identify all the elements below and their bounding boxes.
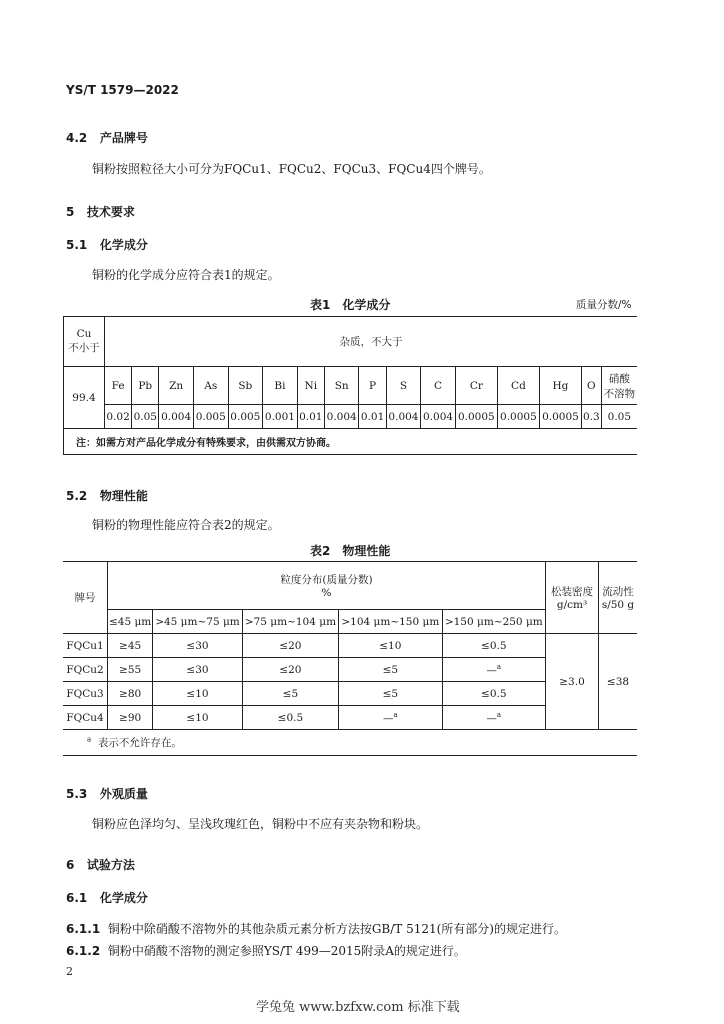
dist-value: ≤20 — [242, 634, 338, 658]
cu-header-cell — [64, 317, 105, 367]
section-title: 外观质量 — [99, 787, 148, 801]
section-5-3-heading — [66, 785, 148, 802]
dist-value-not-allowed — [442, 658, 545, 682]
element-header: P — [359, 367, 386, 405]
grade-cell: FQCu3 — [63, 682, 108, 706]
dist-value: ≥55 — [108, 658, 153, 682]
section-title: 试验方法 — [86, 858, 135, 872]
dist-value: ≤10 — [153, 706, 242, 730]
insoluble-label-2: 不溶物 — [603, 387, 636, 400]
section-6-heading — [66, 856, 135, 873]
section-5-1-heading — [66, 236, 148, 253]
impurity-value: 0.05 — [132, 405, 159, 429]
table1-note: 注：如需方对产品化学成分有特殊要求，由供需双方协商。 — [64, 429, 638, 455]
impurity-value: 0.0005 — [455, 405, 497, 429]
size-distribution-label: 粒度分布(质量分数) — [280, 574, 373, 586]
section-title: 技术要求 — [86, 205, 135, 219]
impurity-value: 0.05 — [601, 405, 637, 429]
table2-note — [63, 730, 637, 756]
flowability-value: ≤38 — [599, 634, 638, 730]
table2-caption: 表2 物理性能 — [310, 544, 391, 558]
chemical-composition-table — [63, 316, 637, 455]
dist-value: ≤30 — [153, 658, 242, 682]
impurity-value: 0.3 — [581, 405, 601, 429]
dist-value: ≥80 — [108, 682, 153, 706]
grade-cell: FQCu2 — [63, 658, 108, 682]
element-header: C — [421, 367, 456, 405]
size-distribution-header — [108, 562, 546, 610]
element-header: Sn — [324, 367, 359, 405]
dist-value: ≤0.5 — [242, 706, 338, 730]
element-header: O — [581, 367, 601, 405]
size-range-header: >104 μm~150 μm — [339, 610, 442, 634]
size-range-header: >150 μm~250 μm — [442, 610, 545, 634]
insoluble-label-1: 硝酸 — [608, 372, 630, 385]
physical-properties-table — [63, 561, 637, 756]
dist-value: ≤30 — [153, 634, 242, 658]
apparent-density-label: 松装密度 — [551, 586, 593, 598]
impurity-value: 0.01 — [297, 405, 324, 429]
section-title: 产品牌号 — [99, 131, 148, 145]
impurity-value: 0.005 — [193, 405, 228, 429]
cu-label: Cu — [76, 328, 92, 340]
flowability-label: 流动性 — [602, 586, 634, 598]
element-header: Hg — [539, 367, 581, 405]
dist-value: ≤5 — [339, 682, 442, 706]
impurity-value: 0.01 — [359, 405, 386, 429]
flowability-header — [599, 562, 638, 634]
dist-value: ≤10 — [153, 682, 242, 706]
section-number: 6.1 — [66, 891, 88, 905]
section-number: 5.1 — [66, 238, 88, 252]
element-header: Fe — [105, 367, 132, 405]
section-number: 4.2 — [66, 131, 88, 145]
element-header: S — [386, 367, 421, 405]
element-header: Cr — [455, 367, 497, 405]
impurity-value: 0.004 — [324, 405, 359, 429]
section-title: 化学成分 — [99, 238, 148, 252]
impurity-value: 0.0005 — [539, 405, 581, 429]
clause-6-1-2 — [66, 942, 466, 959]
section-number: 5.3 — [66, 787, 88, 801]
apparent-density-unit: g/cm³ — [556, 599, 588, 611]
element-header: Sb — [228, 367, 263, 405]
section-4-2-text: 铜粉按照粒径大小可分为FQCu1、FQCu2、FQCu3、FQCu4四个牌号。 — [92, 162, 491, 176]
impurity-value: 0.004 — [386, 405, 421, 429]
dist-value-not-allowed — [442, 706, 545, 730]
size-range-header: >75 μm~104 μm — [242, 610, 338, 634]
watermark: 学兔兔 www.bzfxw.com 标准下载 — [256, 1000, 460, 1015]
clause-text: 铜粉中硝酸不溶物的测定参照YS/T 499—2015附录A的规定进行。 — [107, 944, 466, 958]
section-title: 物理性能 — [99, 489, 148, 503]
size-distribution-unit: % — [321, 587, 332, 599]
impurity-value: 0.004 — [421, 405, 456, 429]
dist-value: ≤5 — [339, 658, 442, 682]
section-5-1-text: 铜粉的化学成分应符合表1的规定。 — [92, 268, 280, 282]
size-range-header: >45 μm~75 μm — [153, 610, 242, 634]
clause-text: 铜粉中除硝酸不溶物外的其他杂质元素分析方法按GB/T 5121(所有部分)的规定进行。 — [107, 922, 566, 936]
impurity-value: 0.0005 — [497, 405, 539, 429]
dist-value: ≤0.5 — [442, 634, 545, 658]
section-6-1-heading — [66, 889, 148, 906]
dist-value: ≤20 — [242, 658, 338, 682]
section-number: 5.2 — [66, 489, 88, 503]
element-header: Cd — [497, 367, 539, 405]
dist-value-not-allowed — [339, 706, 442, 730]
section-4-2-heading — [66, 129, 148, 146]
footnote-mark: a — [87, 735, 92, 744]
size-range-header: ≤45 μm — [108, 610, 153, 634]
impurity-value: 0.02 — [105, 405, 132, 429]
impurity-header: 杂质，不大于 — [105, 317, 638, 367]
footnote-mark: a — [496, 662, 502, 671]
dist-value: ≤5 — [242, 682, 338, 706]
section-number: 6 — [66, 858, 75, 872]
element-header: Zn — [159, 367, 194, 405]
cu-value: 99.4 — [64, 367, 105, 429]
cu-label-qualifier: 不小于 — [68, 342, 100, 354]
impurity-value: 0.005 — [228, 405, 263, 429]
section-5-3-text: 铜粉应色泽均匀、呈浅玫瑰红色，铜粉中不应有夹杂物和粉块。 — [92, 817, 429, 831]
element-header: Pb — [132, 367, 159, 405]
element-header: Bi — [263, 367, 298, 405]
dash-value: — — [382, 712, 394, 725]
table-row — [63, 634, 637, 658]
impurity-value: 0.001 — [263, 405, 298, 429]
footnote-mark: a — [496, 710, 502, 719]
dist-value: ≤0.5 — [442, 682, 545, 706]
grade-cell: FQCu4 — [63, 706, 108, 730]
dist-value: ≥45 — [108, 634, 153, 658]
impurity-value: 0.004 — [159, 405, 194, 429]
section-5-heading — [66, 203, 135, 220]
element-header: Ni — [297, 367, 324, 405]
clause-6-1-1 — [66, 920, 566, 937]
dash-value: — — [486, 712, 497, 725]
dist-value: ≤10 — [339, 634, 442, 658]
table1-caption: 表1 化学成分 — [310, 298, 391, 312]
footnote-text: 表示不允许存在。 — [97, 737, 182, 749]
table1-unit: 质量分数/% — [576, 299, 632, 311]
section-number: 5 — [66, 205, 75, 219]
footnote-mark: a — [393, 710, 398, 719]
grade-header: 牌号 — [63, 562, 108, 634]
clause-number: 6.1.2 — [66, 944, 101, 958]
dist-value: ≥90 — [108, 706, 153, 730]
doc-header: YS/T 1579—2022 — [66, 83, 179, 97]
page-number: 2 — [66, 965, 73, 978]
flowability-unit: s/50 g — [601, 599, 635, 611]
section-5-2-text: 铜粉的物理性能应符合表2的规定。 — [92, 518, 280, 532]
apparent-density-header — [546, 562, 599, 634]
section-title: 化学成分 — [99, 891, 148, 905]
apparent-density-value: ≥3.0 — [546, 634, 599, 730]
section-5-2-heading — [66, 487, 148, 504]
grade-cell: FQCu1 — [63, 634, 108, 658]
element-header: As — [193, 367, 228, 405]
clause-number: 6.1.1 — [66, 922, 101, 936]
element-header-insoluble — [601, 367, 637, 405]
dash-value: — — [486, 664, 497, 677]
